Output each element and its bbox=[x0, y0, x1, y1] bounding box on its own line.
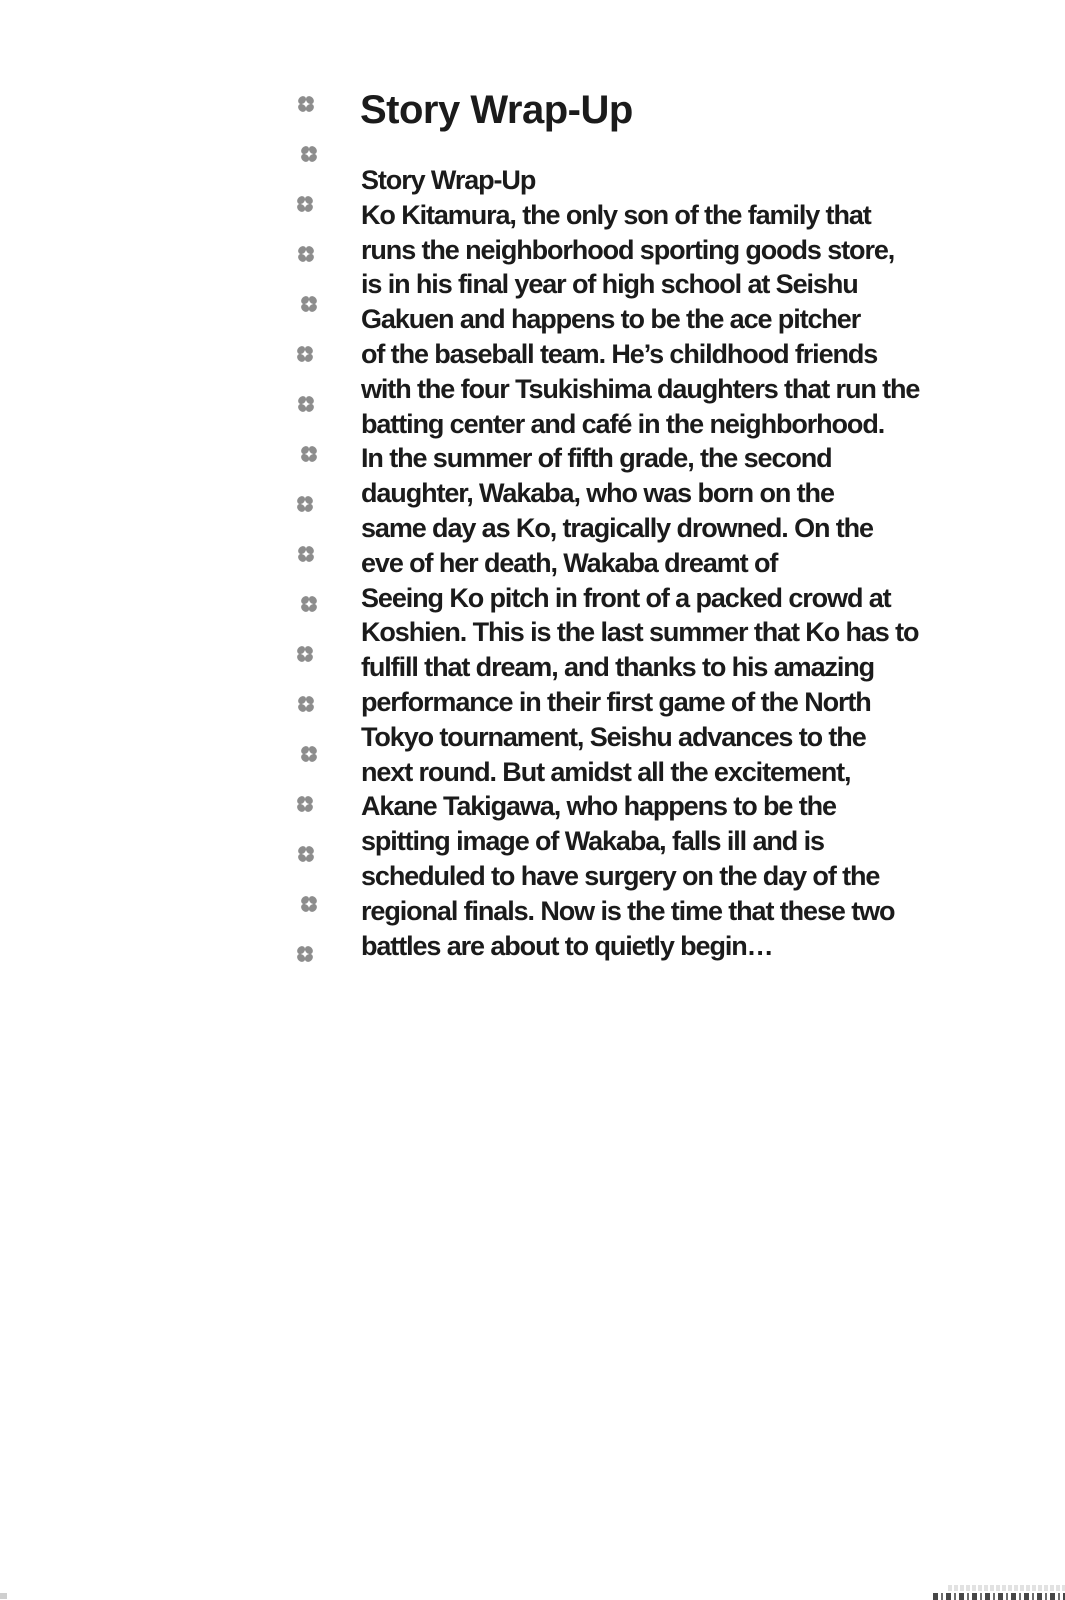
clover-icon bbox=[299, 744, 319, 764]
clover-icon bbox=[299, 144, 319, 164]
story-line: eve of her death, Wakaba dreamt of bbox=[361, 547, 778, 578]
scan-artifact-speck bbox=[0, 1593, 7, 1599]
page-title: Story Wrap-Up bbox=[360, 88, 633, 132]
cutoff-watermark-blur bbox=[948, 1585, 1065, 1591]
clover-icon bbox=[296, 394, 316, 414]
clover-icon bbox=[295, 194, 315, 214]
story-line: Koshien. This is the last summer that Ko has to bbox=[361, 617, 919, 648]
story-line: Tokyo tournament, Seishu advances to the bbox=[361, 721, 866, 752]
clover-icon bbox=[299, 294, 319, 314]
story-line: Gakuen and happens to be the ace pitcher bbox=[361, 304, 861, 335]
story-line: Ko Kitamura, the only son of the family that bbox=[361, 199, 871, 230]
story-line: is in his final year of high school at Seishu bbox=[361, 269, 858, 300]
story-line: next round. But amidst all the excitement, bbox=[361, 756, 851, 787]
story-line: In the summer of fifth grade, the second bbox=[361, 443, 832, 474]
clover-icon bbox=[296, 844, 316, 864]
story-line: regional finals. Now is the time that these two bbox=[361, 895, 895, 926]
clover-icon bbox=[295, 794, 315, 814]
story-line: Akane Takigawa, who happens to be the bbox=[361, 791, 836, 822]
story-line: scheduled to have surgery on the day of the bbox=[361, 860, 880, 891]
story-line: daughter, Wakaba, who was born on the bbox=[361, 478, 834, 509]
clover-icon bbox=[295, 494, 315, 514]
story-line: of the baseball team. He’s childhood friends bbox=[361, 338, 878, 369]
clover-icon bbox=[296, 694, 316, 714]
story-line: battles are about to quietly begin… bbox=[361, 930, 773, 961]
clover-icon bbox=[296, 94, 316, 114]
clover-icon bbox=[296, 544, 316, 564]
cutoff-watermark-text bbox=[933, 1593, 1065, 1600]
clover-icon bbox=[295, 344, 315, 364]
clover-icon bbox=[299, 444, 319, 464]
story-line: runs the neighborhood sporting goods store, bbox=[361, 234, 895, 265]
clover-icon bbox=[296, 244, 316, 264]
story-line: batting center and café in the neighborhood. bbox=[361, 408, 885, 439]
clover-icon bbox=[299, 594, 319, 614]
clover-icon bbox=[295, 944, 315, 964]
story-line: performance in their first game of the North bbox=[361, 686, 871, 717]
story-line: Story Wrap-Up bbox=[361, 165, 536, 195]
clover-icon bbox=[295, 644, 315, 664]
story-line: fulfill that dream, and thanks to his amazing bbox=[361, 652, 875, 683]
story-line: same day as Ko, tragically drowned. On the bbox=[361, 512, 873, 543]
story-line: spitting image of Wakaba, falls ill and is bbox=[361, 826, 824, 857]
clover-icon bbox=[299, 894, 319, 914]
story-line: with the four Tsukishima daughters that run the bbox=[361, 373, 920, 404]
story-line: Seeing Ko pitch in front of a packed crowd at bbox=[361, 582, 891, 613]
story-text bbox=[361, 163, 919, 963]
